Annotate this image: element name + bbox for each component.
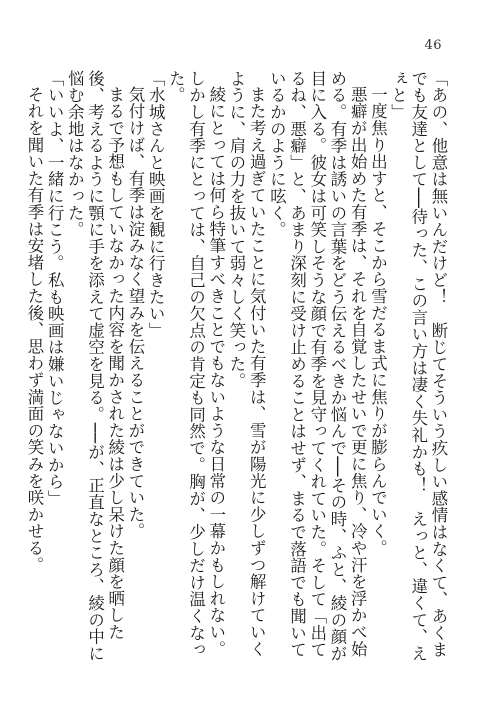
paragraph-dialogue: 「水城さんと映画を観に行きたい」 — [146, 70, 166, 339]
paragraph: 気付けば、有季は淀みなく望みを伝えることができていた。 — [125, 86, 145, 540]
paragraph: 綾にとっては何ら特筆すべきことでもないような日常の一幕かもしれない。しかし有季にとっては、自己の欠点の肯定も同然で。胸が、少しだけ温くなった。 — [166, 70, 226, 658]
paragraph: 悪癖が出始めた有季は、それを自覚したせいで更に焦り、冷や汗を浮かべ始める。有季は誘いの言葉をどう伝えるべきか悩んで──その時、ふと、綾の顔が目に入る。彼女は可笑しそうな顔で有季を見守ってくれていた。そして「出てるね、悪癖」と、あまり深刻に受け止めることはせず、まるで落語でも聞いているかのように呟く。 — [267, 70, 368, 662]
body-text — [24, 70, 448, 670]
paragraph: また考え過ぎていたことに気付いた有季は、雪が陽光に少しずつ解けていくように、肩の力を抜いて弱々しく笑った。 — [226, 70, 267, 658]
paragraph-dialogue: 「あの、他意は無いんだけど！ 断じてそういう疚しい感情はなくて、あくまでも友達として──待った、この言い方は凄く失礼かも！ えっと、違くて、えぇと」 — [388, 70, 448, 662]
paragraph: それを聞いた有季は安堵した後、思わず満面の笑みを咲かせる。 — [24, 86, 44, 574]
paragraph: 一度焦り出すと、そこから雪だるま式に焦りが膨らんでいく。 — [368, 86, 388, 557]
page-number: 46 — [424, 38, 442, 53]
paragraph-dialogue: 「いいよ、一緒に行こう。私も映画は嫌いじゃないから」 — [45, 70, 65, 507]
paragraph: まるで予想もしていなかった内容を聞かされた綾は少し呆けた顔を晒した後、考えるように顎に手を添えて虚空を見る。──が、正直なところ、綾の中に悩む余地はなかった。 — [65, 70, 125, 662]
